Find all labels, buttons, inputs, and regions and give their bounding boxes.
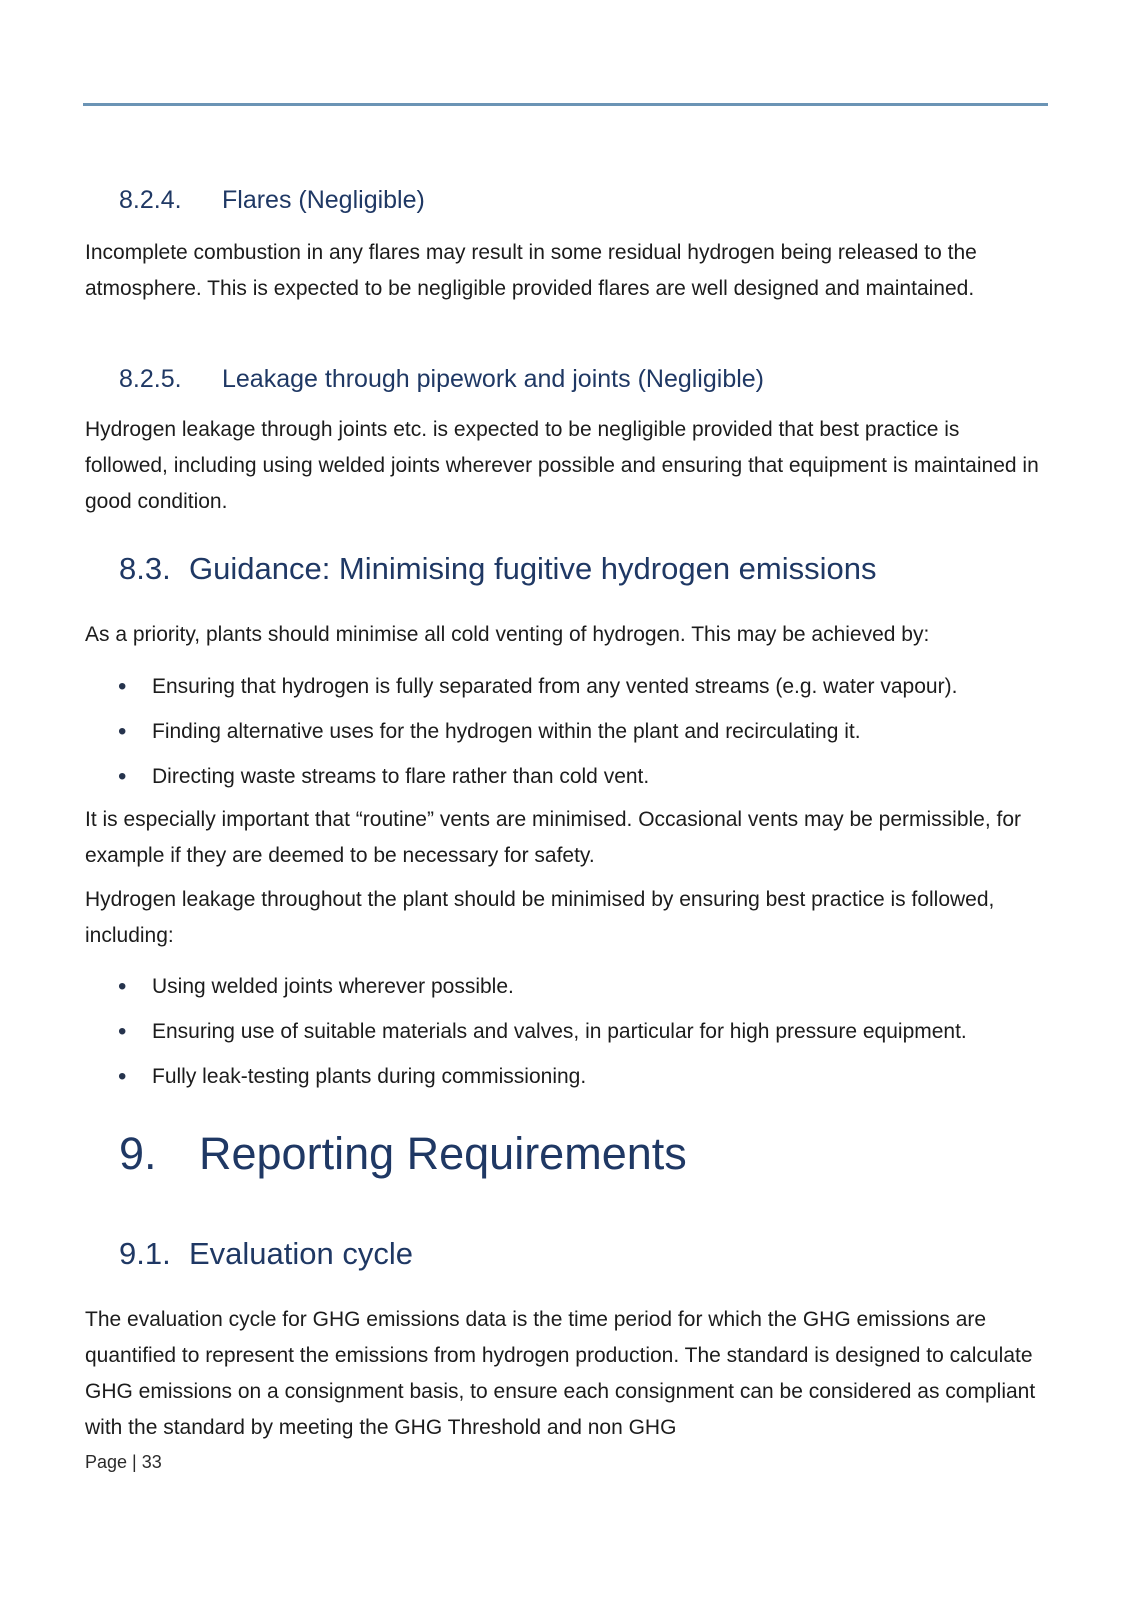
paragraph-routine-vents: It is especially important that “routine” vents are minimised. Occasional vents may be permissible, for example if they are deemed to be necessary for safety. [85,808,1022,867]
section-title: Guidance: Minimising fugitive hydrogen emissions [189,551,877,586]
list-item: • Ensuring that hydrogen is fully separated from any vented streams (e.g. water vapour). [85,669,1048,705]
list-item: • Directing waste streams to flare rather than cold vent. [85,759,1048,795]
section-heading-8-3 [85,549,1048,589]
paragraph-evaluation-cycle: The evaluation cycle for GHG emissions data is the time period for which the GHG emissions are quantified to represent the emissions from hydrogen production. The standard is designed to calculate GHG emissions on a consignment basis, to ensure each consignment can be considered as compliant with the standard by meeting the GHG Threshold and non GHG [85,1308,1036,1439]
section-number: 8.2.4. [119,186,182,214]
section-heading-8-2-5 [85,364,1048,394]
list-item: • Fully leak-testing plants during commissioning. [85,1059,1048,1095]
section-title: Reporting Requirements [199,1128,687,1179]
paragraph-leakage-plant: Hydrogen leakage throughout the plant should be minimised by ensuring best practice is followed, including: [85,888,995,947]
list-item: • Using welded joints wherever possible. [85,969,1048,1005]
page-body [85,0,1048,1473]
list-item: • Finding alternative uses for the hydrogen within the plant and recirculating it. [85,714,1048,750]
section-heading-9-1 [85,1234,1048,1274]
section-number: 8.3. [119,551,171,586]
bullet-list-venting [85,669,1048,795]
section-title: Flares (Negligible) [222,186,425,214]
section-number: 8.2.5. [119,365,182,393]
section-title: Leakage through pipework and joints (Negligible) [222,365,765,393]
section-title: Evaluation cycle [189,1236,414,1271]
page-number-footer: Page | 33 [85,1452,162,1472]
list-item: • Ensuring use of suitable materials and valves, in particular for high pressure equipment. [85,1014,1048,1050]
paragraph-leakage-joints: Hydrogen leakage through joints etc. is expected to be negligible provided that best practice is followed, including using welded joints wherever possible and ensuring that equipment is maintained in good condition. [85,418,1039,513]
bullet-list-best-practice [85,969,1048,1095]
section-number: 9. [119,1128,157,1179]
section-heading-8-2-4 [85,185,1048,215]
paragraph-flares: Incomplete combustion in any flares may result in some residual hydrogen being released to the atmosphere. This is expected to be negligible provided flares are well designed and maintained. [85,241,977,300]
paragraph-priority: As a priority, plants should minimise all cold venting of hydrogen. This may be achieved by: [85,623,930,646]
chapter-heading-9 [85,1126,1048,1182]
section-number: 9.1. [119,1236,171,1271]
